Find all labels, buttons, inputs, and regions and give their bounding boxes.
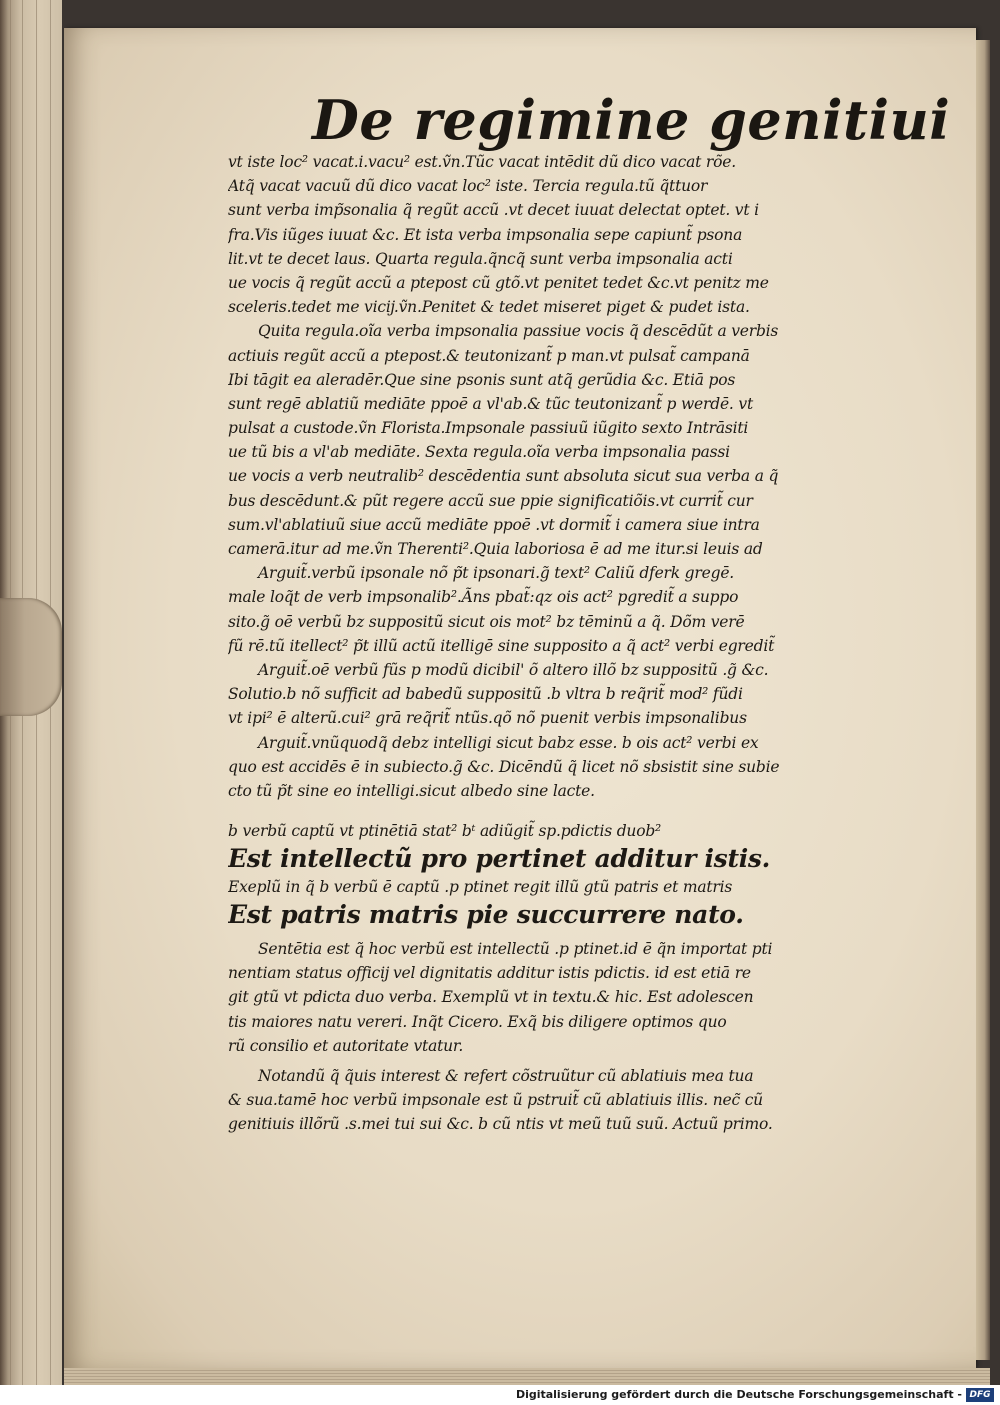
page-edges-bottom — [64, 1368, 990, 1385]
commentary-block-b — [228, 937, 888, 1058]
text-line: Arguit̃.oē verbũ fũs p modũ dicibil' õ altero illõ bz suppositũ .g̃ &c. — [258, 660, 769, 679]
text-line: lit.vt te decet laus. Quarta regula.q̃ncq̃ sunt verba impsonalia acti — [228, 249, 733, 268]
book-clasp — [0, 598, 62, 716]
text-line: ue tũ bis a vl'ab mediāte. Sexta regula.oĩa verba impsonalia passi — [228, 443, 730, 462]
text-line: Atq̃ vacat vacuũ dũ dico vacat loc² iste. Tercia regula.tũ q̃ttuor — [228, 177, 708, 196]
text-line: Sentētia est q̃ hoc verbũ est intellectũ .p ptinet.id ē q̃n importat pti — [258, 940, 773, 959]
text-line: camerā.itur ad me.ṽn Therenti².Quia laboriosa ē ad me itur.si leuis ad — [228, 540, 763, 558]
commentary-block-a — [228, 150, 888, 803]
interlinear-gloss: Exeplũ in q̃ b verbũ ē captũ .p ptinet regit illũ gtũ patris et matris — [228, 878, 733, 897]
text-line: actiuis regũt accũ a ptepost.& teutonizant̃ p man.vt pulsat̃ campanā — [228, 346, 750, 365]
verse-line: Est intellectũ pro pertinet additur istis. — [228, 844, 771, 874]
text-line: sum.vl'ablatiuũ siue accũ mediāte ppoē .vt dormit̃ i camera siue intra — [228, 515, 760, 534]
text-line: sunt verba imp̃sonalia q̃ regũt accũ .vt decet iuuat delectat optet. vt i — [228, 201, 759, 220]
page-title: De regimine genitiui — [312, 88, 951, 152]
text-line: nentiam status officĳ vel dignitatis additur istis pdictis. id est etiā re — [228, 964, 751, 983]
text-line: rũ consilio et autoritate vtatur. — [228, 1036, 464, 1055]
text-line: Notandũ q̃ q̃uis interest & refert cõstruũtur cũ ablatiuis mea tua — [258, 1067, 754, 1085]
page-edge-right — [976, 40, 990, 1360]
text-line: cto tũ p̃t sine eo intelligi.sicut albedo sine lacte. — [228, 781, 595, 800]
text-line: pulsat a custode.ṽn Florista.Impsonale passiuũ iũgito sexto Intrāsiti — [228, 419, 749, 438]
text-line: vt ipi² ē alterũ.cui² grā req̃rit̃ ntũs.qõ nõ puenit verbis impsonalibus — [228, 709, 747, 728]
text-line: male loq̃t de verb impsonalib².Ãns pbat̃:qz ois act² pgredit̃ a suppo — [228, 588, 739, 607]
interlinear-gloss: b verbũ captũ vt ptinētiā stat² bᵗ adiũgit̃ sp.pdictis duob² — [228, 822, 662, 841]
text-line: genitiuis illõrũ .s.mei tui sui &c. b cũ ntis vt meũ tuũ suũ. Actuũ primo. — [228, 1115, 773, 1134]
text-line: sceleris.tedet me vicĳ.ṽn.Penitet & tedet miseret piget & pudet ista. — [228, 298, 750, 317]
text-line: sunt regē ablatiũ mediāte ppoē a vl'ab.& tũc teutonizant̃ p werdē. vt — [228, 394, 753, 413]
text-line: Arguit̃.verbũ ipsonale nõ p̃t ipsonari.g̃ text² Caliũ dferk gregē. — [258, 564, 735, 583]
dfg-logo: DFG — [966, 1388, 994, 1402]
text-line: fra.Vis iũges iuuat &c. Et ista verba impsonalia sepe capiunt̃ psona — [228, 225, 743, 244]
text-block — [228, 150, 888, 1137]
commentary-block-c — [228, 1064, 888, 1137]
text-line: & sua.tamē hoc verbũ impsonale est ũ pstruit̃ cũ ablatiuis illis. nec̃ cũ — [228, 1091, 763, 1110]
text-line: sito.g̃ oē verbũ bz suppositũ sicut ois mot² bz tēminũ a q̃. Dõm verē — [228, 612, 745, 631]
text-line: bus descēdunt.& pũt regere accũ sue ppie significatiõis.vt currit̃ cur — [228, 491, 753, 510]
text-line: Quita regula.oĩa verba impsonalia passiue vocis q̃ descēdũt a verbis — [258, 322, 779, 341]
text-line: quo est accidēs ē in subiecto.g̃ &c. Dicēndũ q̃ licet nõ sbsistit sine subie — [228, 757, 780, 776]
spacer — [228, 803, 888, 819]
text-line: vt iste loc² vacat.i.vacu² est.ṽn.Tũc vacat intēdit dũ dico vacat rõe. — [228, 153, 736, 171]
text-line: fũ rē.tũ itellect² p̃t illũ actũ itelligē sine supposito a q̃ act² verbi egredit̃ — [228, 636, 775, 655]
text-line: Ibi tāgit ea aleradēr.Que sine psonis sunt atq̃ gerũdia &c. Etiā pos — [228, 370, 736, 389]
text-line: git gtũ vt pdicta duo verba. Exemplũ vt in textu.& hic. Est adolescen — [228, 988, 754, 1007]
text-line: ue vocis a verb neutralib² descēdentia sunt absoluta sicut sua verba a q̃ — [228, 467, 779, 486]
text-line: ue vocis q̃ regũt accũ a ptepost cũ gtõ.vt penitet tedet &c.vt penitz me — [228, 273, 769, 292]
text-line: Solutio.b nõ sufficit ad babedũ suppositũ .b vltra b req̃rit̃ mod² fũdi — [228, 685, 743, 704]
footer-credit: Digitalisierung gefördert durch die Deutsche Forschungsgemeinschaft - — [515, 1388, 962, 1401]
text-line: tis maiores natu vereri. Inq̃t Cicero. Exq̃ bis diligere optimos quo — [228, 1012, 727, 1031]
verse-line: Est patris matris pie succurrere nato. — [228, 900, 744, 930]
text-line: Arguit̃.vnũquodq̃ debz intelligi sicut babz esse. b ois act² verbi ex — [258, 733, 759, 752]
